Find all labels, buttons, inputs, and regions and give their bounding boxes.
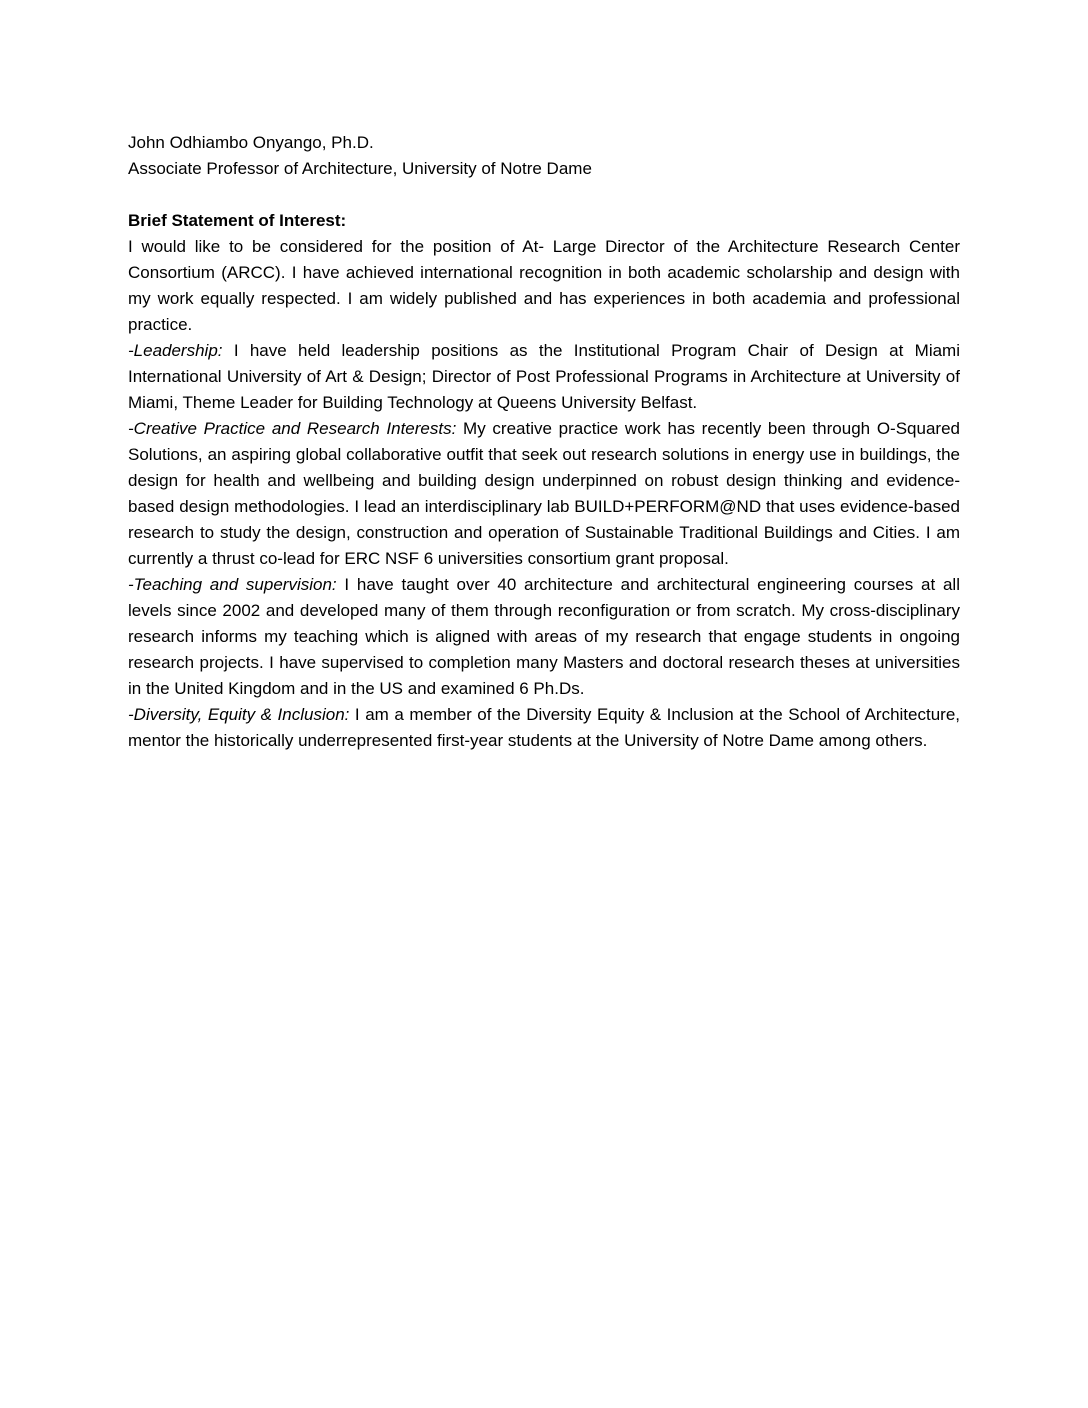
statement-heading: Brief Statement of Interest: <box>128 211 347 230</box>
section-text: My creative practice work has recently been through O-Squared Solutions, an aspiring global collaborative outfit that seek out research solutions in energy use in buildings, the design for health and wellbeing and building design underpinned on robust design thinking and evidence-based design methodologies. I lead an interdisciplinary lab BUILD+PERFORM@ND that uses evidence-based research to study the design, construction and operation of Sustainable Traditional Buildings and Cities. I am currently a thrust co-lead for ERC NSF 6 universities consortium grant proposal. <box>128 419 960 568</box>
section-text: I have held leadership positions as the Institutional Program Chair of Design at Miami International University of Art & Design; Director of Post Professional Programs in Architecture at University of Miami, Theme Leader for Building Technology at Queens University Belfast. <box>128 341 960 412</box>
section-leadership <box>128 338 960 416</box>
section-teaching <box>128 572 960 702</box>
document-page <box>128 130 960 754</box>
section-label: -Creative Practice and Research Interests: <box>128 419 457 438</box>
statement-intro: I would like to be considered for the position of At- Large Director of the Architecture Research Center Consortium (ARCC). I have achieved international recognition in both academic scholarship and design with my work equally respected. I am widely published and has experiences in both academia and professional practice. <box>128 237 960 334</box>
author-name: John Odhiambo Onyango, Ph.D. <box>128 133 374 152</box>
author-position: Associate Professor of Architecture, University of Notre Dame <box>128 159 592 178</box>
section-text: I have taught over 40 architecture and architectural engineering courses at all levels since 2002 and developed many of them through reconfiguration or from scratch. My cross-disciplinary research informs my teaching which is aligned with areas of my research that engage students in ongoing research projects. I have supervised to completion many Masters and doctoral research theses at universities in the United Kingdom and in the US and examined 6 Ph.Ds. <box>128 575 960 698</box>
section-label: -Leadership: <box>128 341 223 360</box>
section-label: -Teaching and supervision: <box>128 575 337 594</box>
section-creative-practice <box>128 416 960 572</box>
section-label: -Diversity, Equity & Inclusion: <box>128 705 350 724</box>
section-diversity <box>128 702 960 754</box>
section-text: I am a member of the Diversity Equity & Inclusion at the School of Architecture, mentor the historically underrepresented first-year students at the University of Notre Dame among others. <box>128 705 960 750</box>
